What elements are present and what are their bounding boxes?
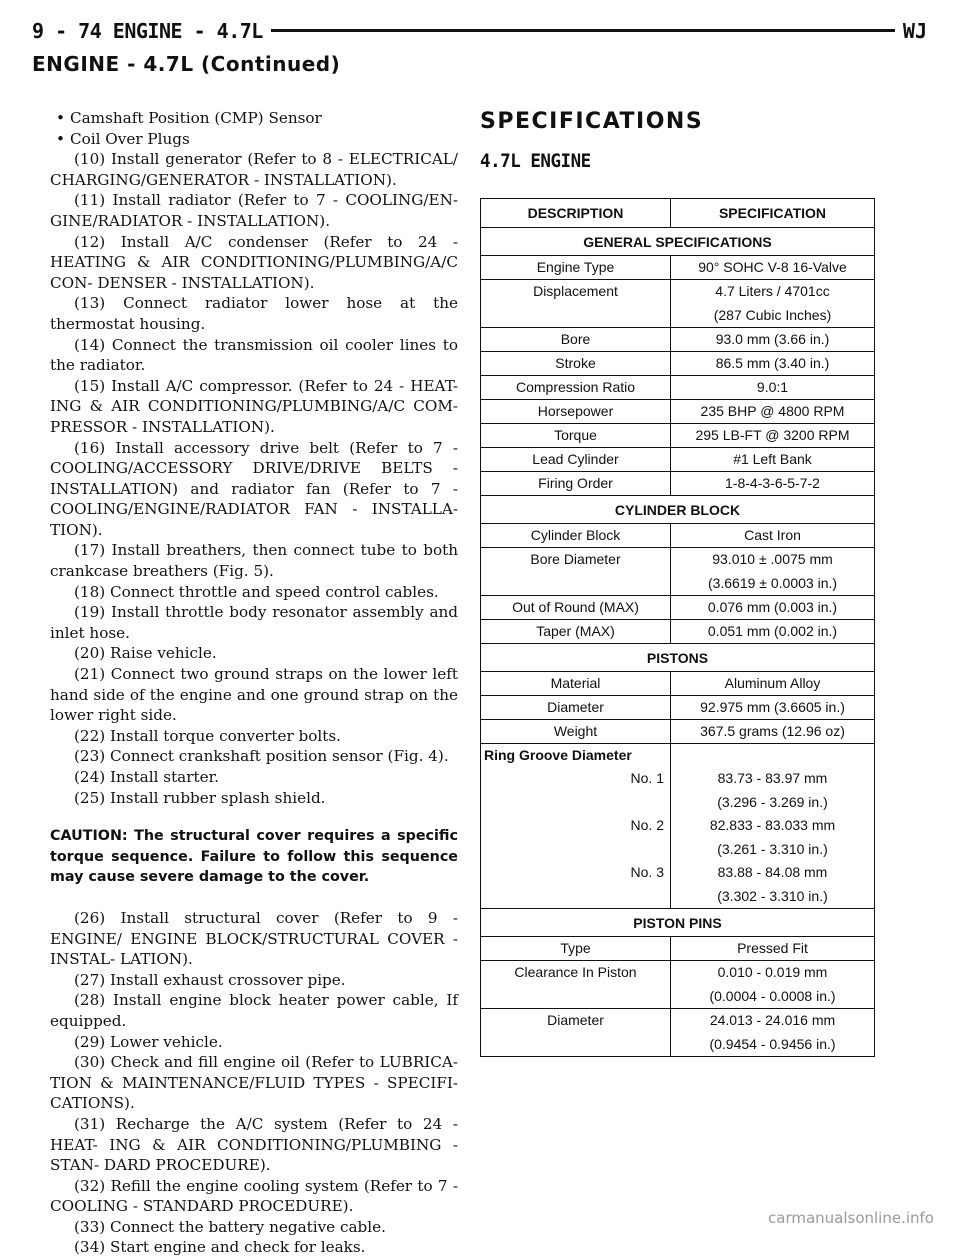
row-spec: 86.5 mm (3.40 in.) xyxy=(671,352,875,376)
table-row xyxy=(481,256,875,280)
bullet-item: • Camshaft Position (CMP) Sensor xyxy=(50,108,458,129)
col-header-specification: SPECIFICATION xyxy=(671,199,875,228)
row-desc: Displacement xyxy=(481,280,671,328)
row-desc: Clearance In Piston xyxy=(481,961,671,1009)
table-row xyxy=(481,937,875,961)
specifications-title: SPECIFICATIONS xyxy=(480,109,704,134)
table-row xyxy=(481,596,875,620)
col-header-description: DESCRIPTION xyxy=(481,199,671,228)
spec-line-2: (0.9454 - 0.9456 in.) xyxy=(709,1036,836,1052)
table-row xyxy=(481,696,875,720)
page-number-title: 9 - 74 ENGINE - 4.7L xyxy=(32,16,271,46)
row-spec: 295 LB-FT @ 3200 RPM xyxy=(671,424,875,448)
step: (13) Connect radiator lower hose at the thermostat housing. xyxy=(50,294,458,333)
table-row xyxy=(481,280,875,328)
step: (18) Connect throttle and speed control cables. xyxy=(74,582,439,601)
section-piston-pins: PISTON PINS xyxy=(481,909,875,937)
row-desc: Weight xyxy=(481,720,671,744)
ring-no: No. 1 xyxy=(481,767,671,814)
spec-line: 82.833 - 83.033 mm xyxy=(709,817,836,833)
table-row xyxy=(481,767,875,814)
table-row xyxy=(481,400,875,424)
step: (20) Raise vehicle. xyxy=(74,644,217,663)
row-spec: 90° SOHC V-8 16-Valve xyxy=(671,256,875,280)
step: (21) Connect two ground straps on the lower left hand side of the engine and one ground strap on the lower right side. xyxy=(50,665,458,725)
engine-subtitle: 4.7L ENGINE xyxy=(480,150,591,172)
step: (17) Install breathers, then connect tube to both crankcase breathers (Fig. 5). xyxy=(50,541,458,581)
watermark: carmanualsonline.info xyxy=(768,1209,934,1227)
row-spec: Pressed Fit xyxy=(671,937,875,961)
step: (31) Recharge the A/C system (Refer to 24 - HEAT- ING & AIR CONDITIONING/PLUMBING - STAN- DARD PROCEDURE). xyxy=(50,1114,458,1175)
section-row xyxy=(481,228,875,256)
spec-line-2: (3.261 - 3.310 in.) xyxy=(717,841,828,857)
row-spec: 0.076 mm (0.003 in.) xyxy=(671,596,875,620)
step: (26) Install structural cover (Refer to 9 - ENGINE/ ENGINE BLOCK/STRUCTURAL COVER - INSTAL- LATION). xyxy=(50,908,458,969)
table-row xyxy=(481,672,875,696)
table-row xyxy=(481,524,875,548)
section-row xyxy=(481,644,875,672)
spec-line-2: (287 Cubic Inches) xyxy=(713,307,832,323)
section-cylinder-block: CYLINDER BLOCK xyxy=(481,496,875,524)
row-spec: 367.5 grams (12.96 oz) xyxy=(671,720,875,744)
table-row xyxy=(481,744,875,768)
table-header-row xyxy=(481,199,875,228)
table-row xyxy=(481,861,875,909)
spec-line-2: (3.302 - 3.310 in.) xyxy=(717,888,828,904)
spec-line-2: (3.6619 ± 0.0003 in.) xyxy=(707,575,838,591)
procedure-column xyxy=(50,108,458,1258)
row-spec: 93.0 mm (3.66 in.) xyxy=(671,328,875,352)
step: (33) Connect the battery negative cable. xyxy=(74,1217,386,1236)
table-row xyxy=(481,376,875,400)
row-spec xyxy=(671,814,875,861)
step: (25) Install rubber splash shield. xyxy=(74,788,326,807)
row-desc: Firing Order xyxy=(481,472,671,496)
step: (23) Connect crankshaft position sensor (Fig. 4). xyxy=(74,747,449,766)
table-row xyxy=(481,548,875,596)
row-desc: Bore xyxy=(481,328,671,352)
spec-line: 24.013 - 24.016 mm xyxy=(709,1012,836,1028)
row-spec: 1-8-4-3-6-5-7-2 xyxy=(671,472,875,496)
row-desc: Cylinder Block xyxy=(481,524,671,548)
step: (30) Check and fill engine oil (Refer to LUBRICA- TION & MAINTENANCE/FLUID TYPES - SPECIFI- CATIONS). xyxy=(50,1053,458,1113)
step: (27) Install exhaust crossover pipe. xyxy=(74,970,346,989)
page-header xyxy=(32,16,927,46)
row-spec: Cast Iron xyxy=(671,524,875,548)
row-spec: 0.051 mm (0.002 in.) xyxy=(671,620,875,644)
row-desc: Material xyxy=(481,672,671,696)
row-spec: 235 BHP @ 4800 RPM xyxy=(671,400,875,424)
row-desc: Torque xyxy=(481,424,671,448)
spec-line: 83.73 - 83.97 mm xyxy=(717,770,828,786)
row-spec: 92.975 mm (3.6605 in.) xyxy=(671,696,875,720)
section-continued-title: ENGINE - 4.7L (Continued) xyxy=(32,52,341,76)
table-row xyxy=(481,1009,875,1057)
row-desc: Horsepower xyxy=(481,400,671,424)
row-desc: Engine Type xyxy=(481,256,671,280)
row-spec xyxy=(671,767,875,814)
step: (14) Connect the transmission oil cooler lines to the radiator. xyxy=(50,335,458,375)
ring-no: No. 3 xyxy=(481,861,671,909)
row-spec xyxy=(671,280,875,328)
step: (12) Install A/C condenser (Refer to 24 - HEATING & AIR CONDITIONING/PLUMBING/A/C CON- DENSER - INSTALLATION). xyxy=(50,232,458,292)
step: (32) Refill the engine cooling system (Refer to 7 - COOLING - STANDARD PROCEDURE). xyxy=(50,1176,458,1216)
table-row xyxy=(481,961,875,1009)
row-desc: Diameter xyxy=(481,696,671,720)
model-code: WJ xyxy=(895,16,927,46)
section-general: GENERAL SPECIFICATIONS xyxy=(481,228,875,256)
row-desc: Type xyxy=(481,937,671,961)
spec-line-2: (3.296 - 3.269 in.) xyxy=(717,794,828,810)
caution-note: CAUTION: The structural cover requires a specific torque sequence. Failure to follow this sequence may cause severe damage to the cover. xyxy=(50,828,458,886)
step: (29) Lower vehicle. xyxy=(74,1032,223,1051)
section-pistons: PISTONS xyxy=(481,644,875,672)
table-row xyxy=(481,328,875,352)
row-desc: Stroke xyxy=(481,352,671,376)
bullet-item: • Coil Over Plugs xyxy=(50,129,458,150)
row-spec-empty xyxy=(671,744,875,768)
section-row xyxy=(481,496,875,524)
table-row xyxy=(481,620,875,644)
step: (28) Install engine block heater power cable, If equipped. xyxy=(50,991,458,1030)
spec-line: 83.88 - 84.08 mm xyxy=(717,864,828,880)
spec-table xyxy=(480,198,875,1057)
row-desc: Taper (MAX) xyxy=(481,620,671,644)
step: (16) Install accessory drive belt (Refer to 7 - COOLING/ACCESSORY DRIVE/DRIVE BELTS - INSTALLATION) and radiator fan (Refer to 7 - COOLING/ENGINE/RADIATOR FAN - INSTALLA- TION). xyxy=(50,438,458,539)
row-spec xyxy=(671,548,875,596)
step: (22) Install torque converter bolts. xyxy=(74,726,341,745)
spec-line: 0.010 - 0.019 mm xyxy=(717,964,828,980)
spec-line-2: (0.0004 - 0.0008 in.) xyxy=(709,988,836,1004)
row-desc: Lead Cylinder xyxy=(481,448,671,472)
table-row xyxy=(481,424,875,448)
step: (11) Install radiator (Refer to 7 - COOLING/EN- GINE/RADIATOR - INSTALLATION). xyxy=(50,191,458,230)
table-row xyxy=(481,814,875,861)
row-spec xyxy=(671,861,875,909)
row-spec xyxy=(671,961,875,1009)
step: (10) Install generator (Refer to 8 - ELECTRICAL/ CHARGING/GENERATOR - INSTALLATION). xyxy=(50,150,458,189)
spec-line: 4.7 Liters / 4701cc xyxy=(715,283,830,299)
row-desc: Compression Ratio xyxy=(481,376,671,400)
section-row xyxy=(481,909,875,937)
table-row xyxy=(481,448,875,472)
row-spec: Aluminum Alloy xyxy=(671,672,875,696)
row-desc: Bore Diameter xyxy=(481,548,671,596)
table-row xyxy=(481,720,875,744)
ring-groove-label: Ring Groove Diameter xyxy=(481,744,671,768)
row-desc: Out of Round (MAX) xyxy=(481,596,671,620)
ring-no: No. 2 xyxy=(481,814,671,861)
step: (15) Install A/C compressor. (Refer to 24 - HEAT- ING & AIR CONDITIONING/PLUMBING/A/C COM- PRESSOR - INSTALLATION). xyxy=(50,376,458,436)
row-spec: #1 Left Bank xyxy=(671,448,875,472)
step: (19) Install throttle body resonator assembly and inlet hose. xyxy=(50,603,458,642)
table-row xyxy=(481,352,875,376)
spec-line: 93.010 ± .0075 mm xyxy=(712,551,833,567)
row-spec xyxy=(671,1009,875,1057)
step: (24) Install starter. xyxy=(74,768,219,786)
table-row xyxy=(481,472,875,496)
step: (34) Start engine and check for leaks. xyxy=(74,1238,366,1257)
row-spec: 9.0:1 xyxy=(671,376,875,400)
row-desc: Diameter xyxy=(481,1009,671,1057)
